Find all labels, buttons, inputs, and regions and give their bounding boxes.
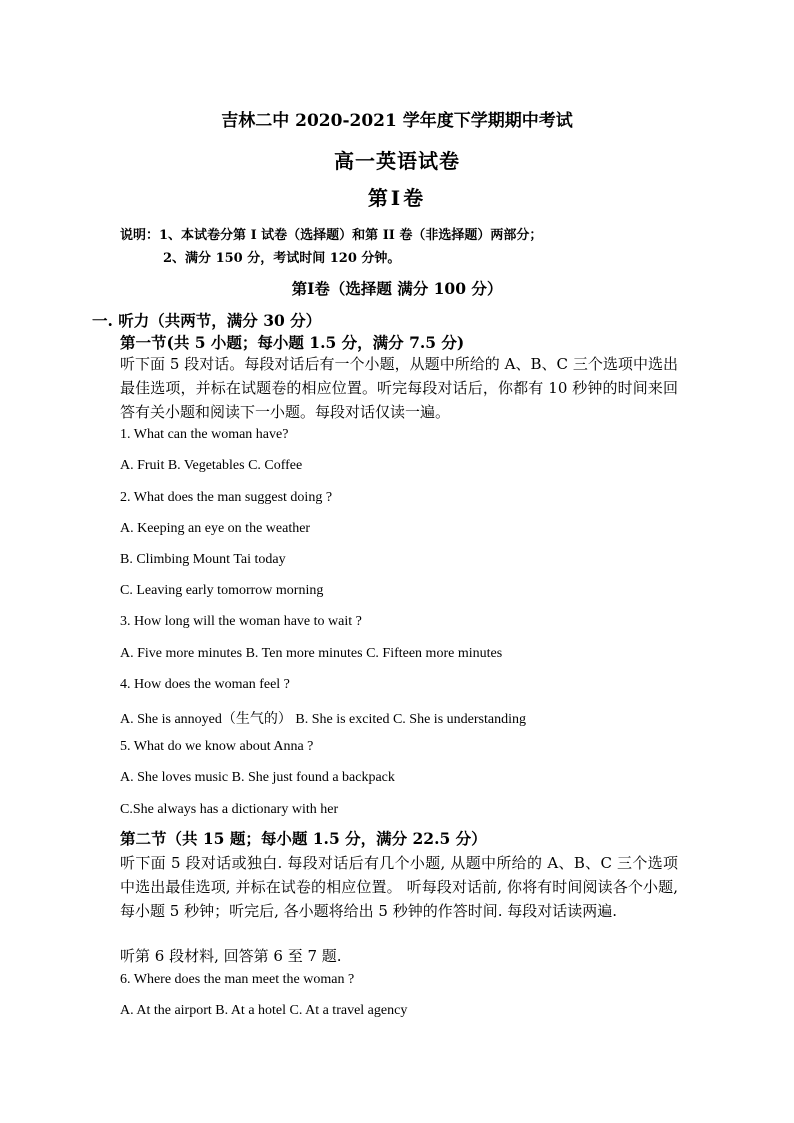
option-line: C.She always has a dictionary with her [120, 802, 339, 817]
material-note: 听第 6 段材料, 回答第 6 至 7 题. [120, 947, 342, 965]
section-one-title: 一. 听力（共两节，满分 30 分） [92, 311, 322, 330]
question-line: 1. What can the woman have? [120, 427, 289, 442]
option-line: C. Leaving early tomorrow morning [120, 583, 324, 598]
part1-instructions: 听下面 5 段对话。每段对话后有一个小题，从题中所给的 A、B、C 三个选项中选出最佳选项，并标在试题卷的相应位置。听完每段对话后，你都有 10 秒钟的时间来回答有关小题和阅读下一小题。每段对话仅读一遍。 [120, 355, 678, 421]
option-line: A. Fruit B. Vegetables C. Coffee [120, 458, 303, 473]
volume-heading: 第Ⅰ卷（选择题 满分 100 分） [291, 279, 503, 298]
option-line: A. Five more minutes B. Ten more minutes C. Fifteen more minutes [120, 646, 503, 661]
part2-instructions: 听下面 5 段对话或独白. 每段对话后有几个小题, 从题中所给的 A、B、C 三个选项中选出最佳选项, 并标在试卷的相应位置。 听每段对话前, 你将有时间阅读各个小题, 每小题 5 秒钟；听完后, 各小题将给出 5 秒钟的作答时间. 每段对话读两遍. [120, 854, 678, 920]
subject-title: 高一英语试卷 [334, 149, 460, 173]
option-line: A. Keeping an eye on the weather [120, 521, 311, 536]
option-line: B. Climbing Mount Tai today [120, 552, 286, 567]
note-line-2: 2、满分 150 分，考试时间 120 分钟。 [163, 251, 401, 266]
part2-title: 第二节（共 15 题；每小题 1.5 分，满分 22.5 分） [120, 829, 487, 848]
question-line: 6. Where does the man meet the woman ? [120, 972, 355, 987]
option-line: A. She loves music B. She just found a backpack [120, 770, 395, 785]
question-line: 3. How long will the woman have to wait ? [120, 614, 362, 629]
question-line: 4. How does the woman feel ? [120, 677, 290, 692]
note-line-1: 说明：1、本试卷分第 I 试卷（选择题）和第 II 卷（非选择题）两部分； [120, 228, 543, 243]
part1-title: 第一节(共 5 小题；每小题 1.5 分，满分 7.5 分) [120, 333, 465, 352]
volume-title: 第Ⅰ卷 [367, 186, 427, 210]
question-line: 2. What does the man suggest doing ? [120, 490, 333, 505]
question-line: 5. What do we know about Anna ? [120, 739, 314, 754]
school-title: 吉林二中 2020-2021 学年度下学期期中考试 [221, 111, 573, 131]
option-line: A. At the airport B. At a hotel C. At a travel agency [120, 1003, 408, 1018]
option-line: A. She is annoyed（生气的） B. She is excited C. She is understanding [120, 712, 526, 727]
